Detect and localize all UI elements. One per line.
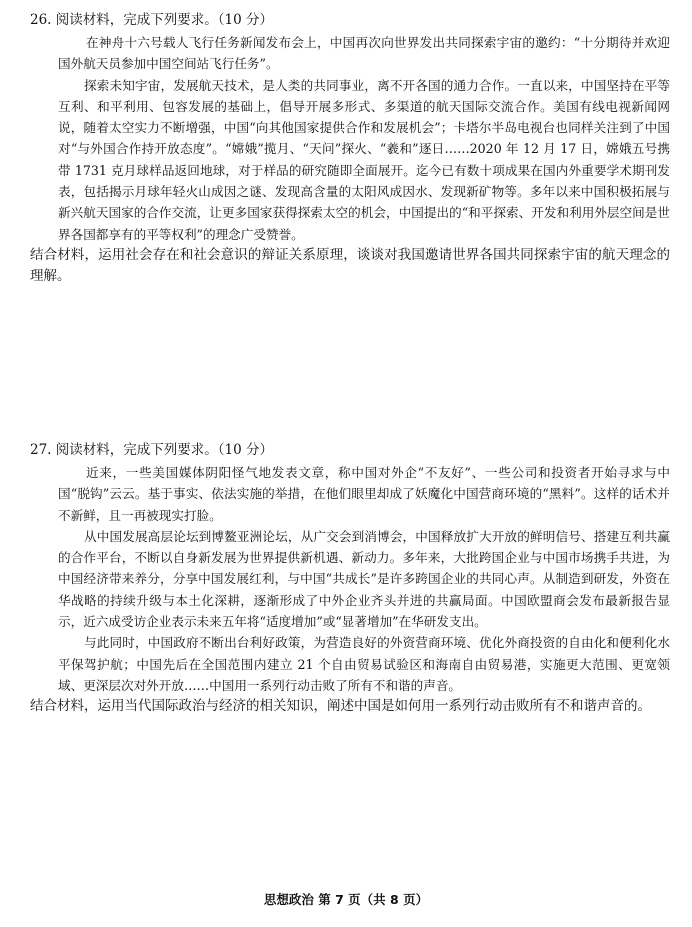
- question-27-title: 27. 阅读材料，完成下列要求。（10 分）: [30, 442, 273, 458]
- question-26-material-paragraph-1: 在神舟十六号载人飞行任务新闻发布会上，中国再次向世界发出共同探索宇宙的邀约：“十分期待并欢迎国外航天员参加中国空间站飞行任务”。: [58, 35, 670, 72]
- question-26-title: 26. 阅读材料，完成下列要求。（10 分）: [30, 12, 273, 28]
- question-26-material-paragraph-2: 探索未知宇宙，发展航天技术，是人类的共同事业，离不开各国的通力合作。一直以来，中国坚持在平等互利、和平利用、包容发展的基础上，倡导开展多形式、多渠道的航天国际交流合作。美国有线电视新闻网说，随着太空实力不断增强，中国“向其他国家提供合作和发展机会”；卡塔尔半岛电视台也同样关注到了中国对“与外国合作持开放态度”。“嫦娥”揽月、“天问”探火、“羲和”逐日……2020 年 12 月 17 日，嫦娥五号携带 1731 克月球样品返回地球，对于样品的研究随即全面展开。迄今已有数十项成果在国内外重要学术期刊发表，包括揭示月球年轻火山成因之谜、发现高含量的太阳风成因水、发现新矿物等。多年以来中国积极拓展与新兴航天国家的合作交流，让更多国家获得探索太空的机会，中国提出的“和平探索、开发和利用外层空间是世界各国都享有的平等权利”的理念广受赞誉。: [58, 77, 670, 242]
- question-27-requirement: 结合材料，运用当代国际政治与经济的相关知识，阐述中国是如何用一系列行动击败所有不和谐声音的。: [30, 698, 651, 715]
- question-27-material-paragraph-1: 近来，一些美国媒体阴阳怪气地发表文章，称中国对外企“不友好”、一些公司和投资者开始寻求与中国“脱钩”云云。基于事实、依法实施的举措，在他们眼里却成了妖魔化中国营商环境的“黑料”。这样的话术并不新鲜，且一再被现实打脸。: [58, 465, 670, 523]
- question-26-requirement: 结合材料，运用社会存在和社会意识的辩证关系原理，谈谈对我国邀请世界各国共同探索宇宙的航天理念的理解。: [30, 246, 670, 285]
- page-footer: 思想政治 第 7 页（共 8 页）: [263, 892, 429, 907]
- question-27-material-paragraph-3: 与此同时，中国政府不断出台利好政策，为营造良好的外资营商环境、优化外商投资的自由化和便利化水平保驾护航；中国先后在全国范围内建立 21 个自由贸易试验区和海南自由贸易港，实施更大范围、更宽领域、更深层次对外开放……中国用一系列行动击败了所有不和谐的声音。: [58, 635, 670, 693]
- question-27-material-paragraph-2: 从中国发展高层论坛到博鳌亚洲论坛，从广交会到消博会，中国释放扩大开放的鲜明信号、搭建互利共赢的合作平台，不断以自身新发展为世界提供新机遇、新动力。多年来，大批跨国企业与中国市场携手共进，为中国经济带来养分，分享中国发展红利，与中国“共成长”是许多跨国企业的共同心声。从制造到研发，外资在华战略的持续升级与本土化深耕，逐渐形成了中外企业齐头并进的共赢局面。中国欧盟商会发布最新报告显示，近六成受访企业表示未来五年将“适度增加”或“显著增加”在华研发支出。: [58, 528, 670, 630]
- question-26: [30, 10, 670, 288]
- question-27: [30, 440, 670, 718]
